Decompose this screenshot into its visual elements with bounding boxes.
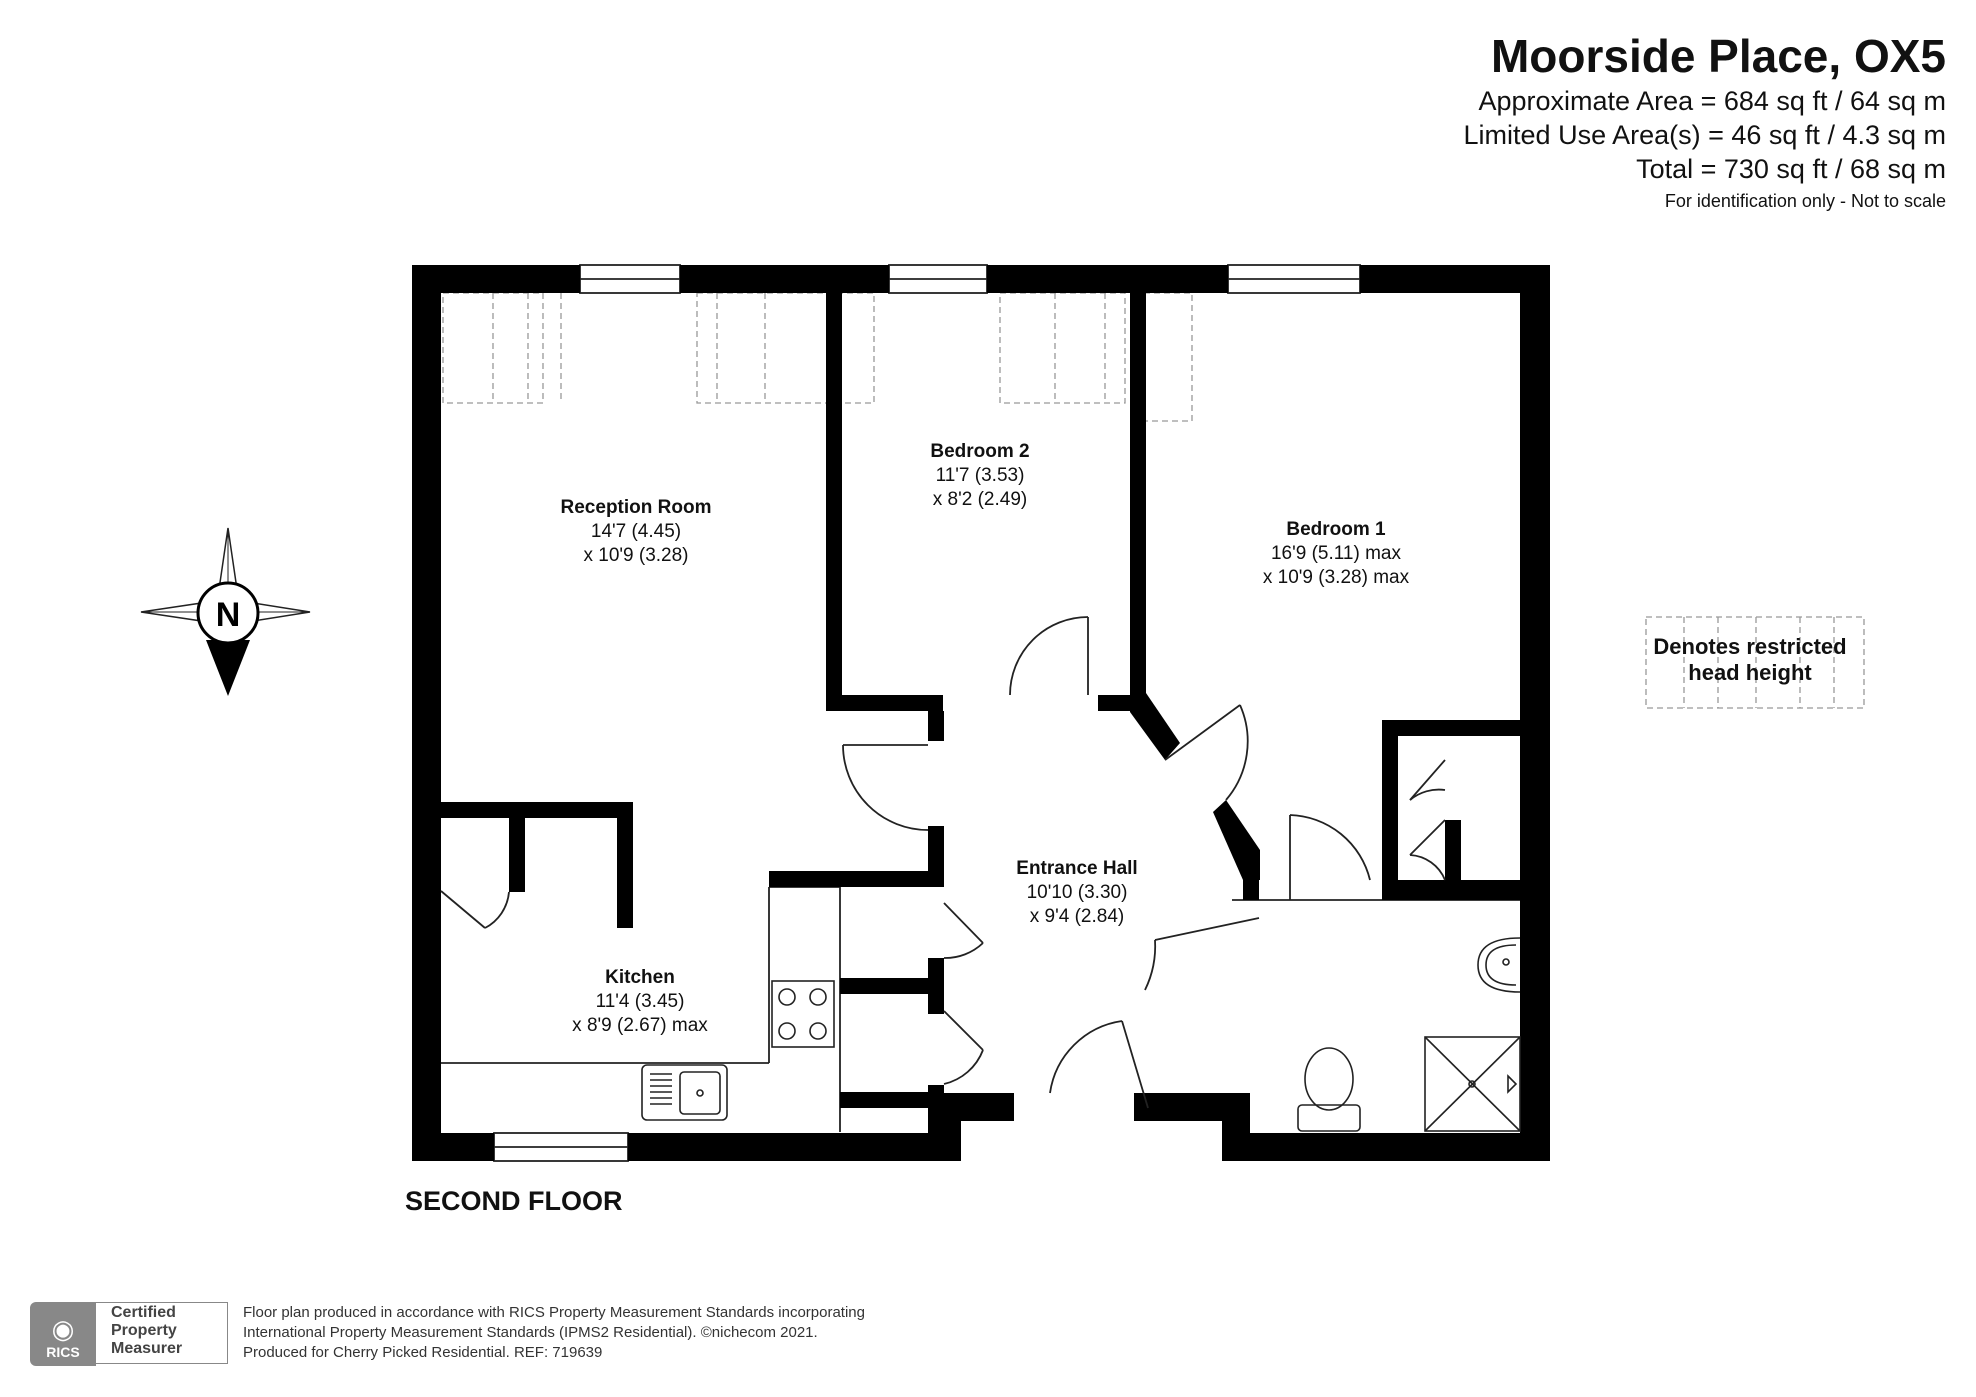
- property-title: Moorside Place, OX5: [1490, 30, 1946, 82]
- kitchen-name: Kitchen: [605, 967, 675, 988]
- bedroom-2-name: Bedroom 2: [930, 441, 1030, 462]
- toilet-icon: [1298, 1048, 1360, 1131]
- kitchen-dim2: x 8'9 (2.67) max: [572, 1015, 708, 1036]
- entrance-hall-dim1: 10'10 (3.30): [1026, 882, 1128, 903]
- total-area: Total = 730 sq ft / 68 sq m: [1636, 154, 1946, 184]
- shower-tray-icon: [1425, 1037, 1520, 1131]
- bedroom-1-dim1: 16'9 (5.11) max: [1270, 543, 1402, 564]
- lion-icon: ◉: [51, 1314, 75, 1344]
- cert-line-1: Certified: [111, 1304, 176, 1321]
- cert-line-3: Measurer: [111, 1340, 183, 1357]
- compass-rose: [141, 528, 310, 696]
- cert-line-2: Property: [111, 1322, 177, 1339]
- reception-room-dim1: 14'7 (4.45): [590, 521, 682, 542]
- legend-line-1: Denotes restricted: [1653, 634, 1847, 659]
- footer-line-2: International Property Measurement Standards (IPMS2 Residential). ©nichecom 2021.: [243, 1324, 818, 1341]
- footer-line-3: Produced for Cherry Picked Residential. REF: 719639: [243, 1344, 603, 1361]
- reception-room-dim2: x 10'9 (3.28): [583, 545, 689, 566]
- restricted-height-legend: [1640, 634, 1860, 686]
- bedroom-1-name: Bedroom 1: [1286, 519, 1386, 540]
- compass-north-label: N: [215, 596, 241, 634]
- limited-use-area: Limited Use Area(s) = 46 sq ft / 4.3 sq m: [1463, 120, 1946, 150]
- floor-label: SECOND FLOOR: [405, 1186, 623, 1216]
- room-labels: [561, 441, 1410, 1036]
- bedroom-2-dim2: x 8'2 (2.49): [932, 489, 1028, 510]
- hob-icon: [772, 981, 834, 1047]
- rics-logo: [30, 1302, 96, 1366]
- kitchen-sink-icon: [642, 1065, 727, 1120]
- legend-line-2: head height: [1688, 660, 1812, 685]
- bedroom-2-dim1: 11'7 (3.53): [935, 465, 1025, 486]
- footer-disclaimer: [243, 1303, 865, 1363]
- scale-note: For identification only - Not to scale: [1664, 191, 1946, 211]
- footer-line-1: Floor plan produced in accordance with RICS Property Measurement Standards incorporating: [243, 1304, 865, 1321]
- approximate-area: Approximate Area = 684 sq ft / 64 sq m: [1478, 86, 1946, 116]
- certified-measurer-badge: [96, 1302, 228, 1364]
- entrance-hall-dim2: x 9'4 (2.84): [1029, 906, 1125, 927]
- rics-brand-text: RICS: [46, 1344, 80, 1360]
- kitchen-dim1: 11'4 (3.45): [595, 991, 685, 1012]
- wash-basin-icon: [1478, 938, 1520, 992]
- bedroom-1-dim2: x 10'9 (3.28) max: [1262, 567, 1410, 588]
- entrance-hall-name: Entrance Hall: [1016, 858, 1138, 879]
- reception-room-name: Reception Room: [560, 497, 712, 518]
